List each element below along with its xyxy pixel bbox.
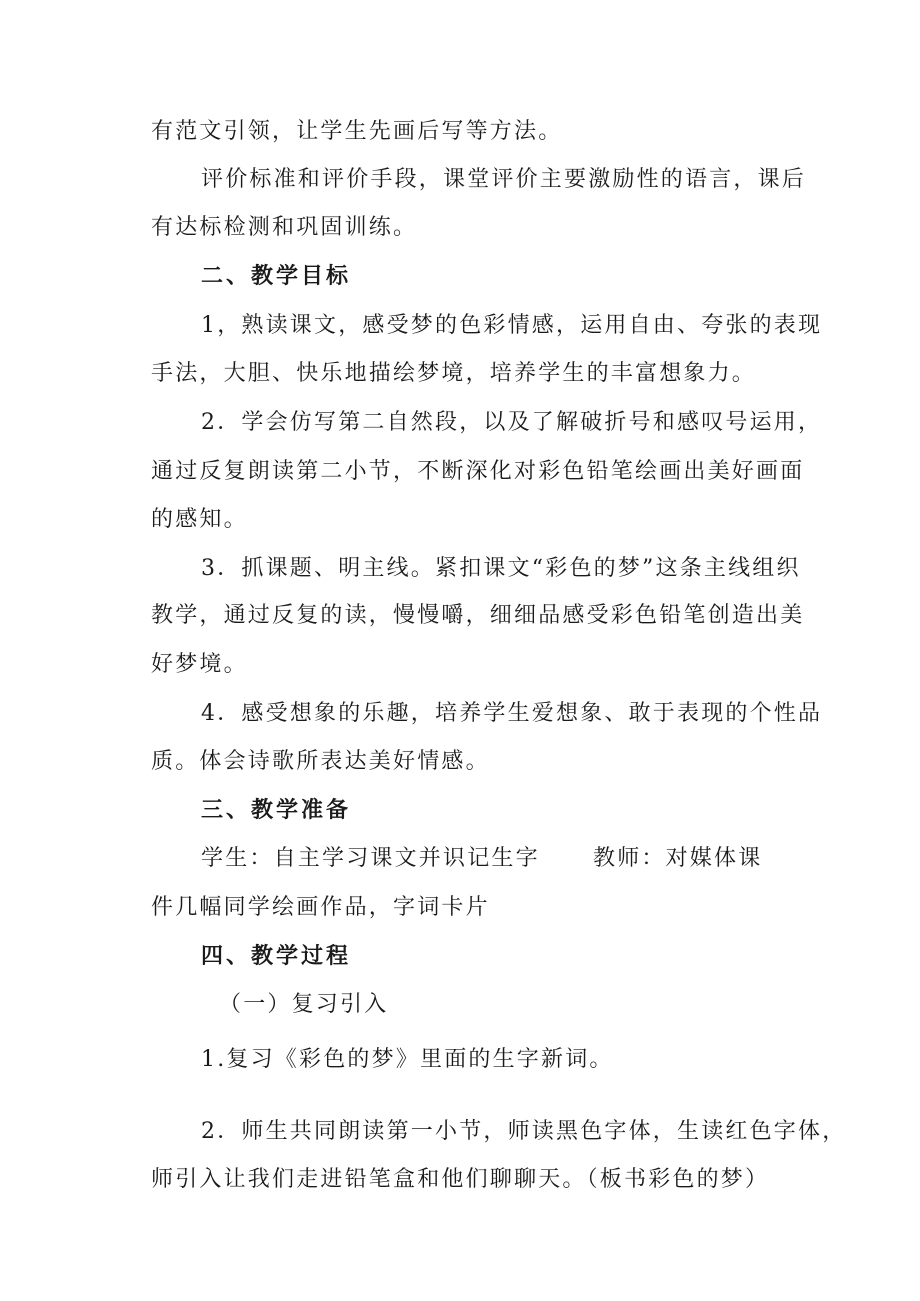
paragraph-line: 通过反复朗读第二小节，不断深化对彩色铅笔绘画出美好画面 [151, 459, 805, 484]
paragraph-line: 好梦境。 [151, 652, 248, 677]
paragraph-line: 3．抓课题、明主线。紧扣课文“彩色的梦”这条主线组织 [201, 556, 801, 581]
paragraph-line: 学生：自主学习课文并识记生字 [201, 846, 540, 871]
paragraph-line: 1.复习《彩色的梦》里面的生字新词。 [201, 1047, 614, 1072]
paragraph-line: 师引入让我们走进铅笔盒和他们聊聊天。（板书彩色的梦） [151, 1167, 770, 1192]
paragraph-line: 教师：对媒体课 [593, 846, 763, 871]
paragraph-line: 有达标检测和巩固训练。 [151, 215, 418, 240]
paragraph-line: 教学，通过反复的读，慢慢嚼，细细品感受彩色铅笔创造出美 [151, 603, 805, 628]
paragraph-line: 2．师生共同朗读第一小节，师读黑色字体，生读红色字体， [201, 1119, 847, 1144]
paragraph-line: 质。体会诗歌所表达美好情感。 [151, 749, 490, 774]
subsection-heading: （一）复习引入 [219, 992, 389, 1017]
paragraph-line: 手法，大胆、快乐地描绘梦境，培养学生的丰富想象力。 [151, 361, 757, 386]
paragraph-line: 1，熟读课文，感受梦的色彩情感，运用自由、夸张的表现 [201, 313, 823, 338]
paragraph-line: 有范文引领，让学生先画后写等方法。 [151, 119, 563, 144]
section-heading-process: 四、教学过程 [201, 944, 352, 969]
paragraph-line: 的感知。 [151, 507, 248, 532]
paragraph-line: 4．感受想象的乐趣，培养学生爱想象、敢于表现的个性品 [201, 701, 823, 726]
section-heading-objectives: 二、教学目标 [201, 264, 352, 289]
paragraph-line: 评价标准和评价手段，课堂评价主要激励性的语言，课后 [201, 167, 807, 192]
paragraph-line: 2．学会仿写第二自然段，以及了解破折号和感叹号运用， [201, 410, 823, 435]
section-heading-preparation: 三、教学准备 [201, 798, 352, 823]
paragraph-line: 件几幅同学绘画作品，字词卡片 [151, 895, 490, 920]
